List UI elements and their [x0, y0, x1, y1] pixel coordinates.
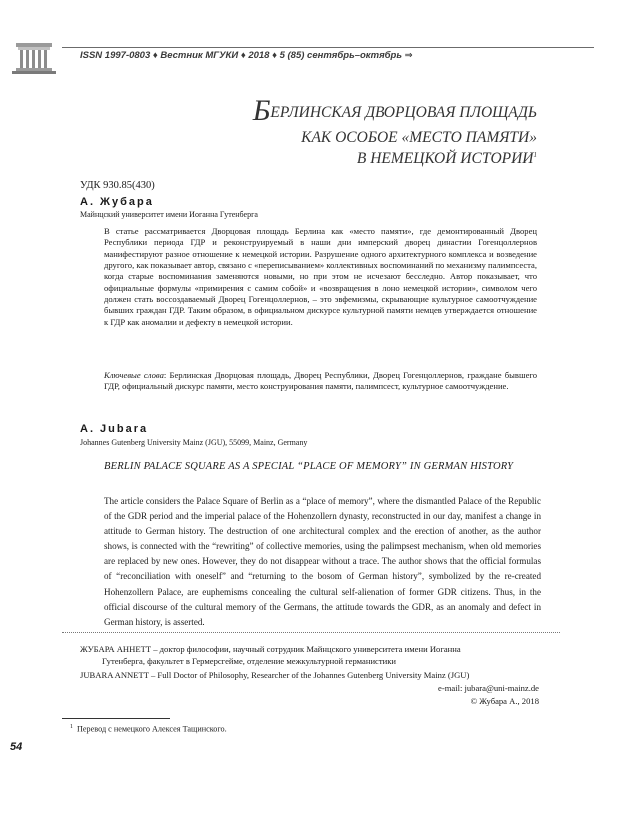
- footnote-mark: 1: [70, 724, 73, 730]
- footnote-text: Перевод с немецкого Алексея Тащинского.: [77, 724, 227, 734]
- udk-code: УДК 930.85(430): [80, 180, 155, 191]
- keywords-label: Ключевые слова: [104, 370, 164, 380]
- author-bio-ru: [80, 644, 550, 667]
- author-email: e-mail: jubara@uni-mainz.de: [438, 683, 539, 693]
- author-name-en: A. Jubara: [80, 423, 149, 435]
- article-title-line-2: КАК ОСОБОЕ «МЕСТО ПАМЯТИ»: [301, 129, 537, 146]
- title-dropcap: Б: [252, 94, 271, 127]
- author-name-ru: А. Жубара: [80, 196, 154, 208]
- article-title-line-3: [357, 150, 537, 168]
- section-divider: [62, 632, 560, 633]
- footnote-rule: [62, 718, 170, 719]
- bio-ru-line-2: Гутенберга, факультет в Гермерсгейме, отделение межкультурной германистики: [102, 655, 396, 666]
- keywords-ru: [104, 370, 537, 393]
- page-number: 54: [10, 741, 23, 753]
- affiliation-ru: Майнцский университет имени Иоганна Гутенберга: [80, 210, 258, 219]
- journal-header: ISSN 1997-0803 ♦ Вестник МГУКИ ♦ 2018 ♦ 5 (85) сентябрь–октябрь ⇒: [80, 50, 413, 61]
- journal-logo-icon: [10, 41, 58, 75]
- footnote: [70, 724, 227, 734]
- header-rule: [62, 47, 594, 48]
- affiliation-en: Johannes Gutenberg University Mainz (JGU), 55099, Mainz, Germany: [80, 438, 308, 447]
- article-title-en: BERLIN PALACE SQUARE AS A SPECIAL “PLACE OF MEMORY” IN GERMAN HISTORY: [104, 461, 514, 472]
- copyright: © Жубара А., 2018: [470, 696, 539, 706]
- keywords-text: : Берлинская Дворцовая площадь, Дворец Республики, Дворец Гогенцоллернов, граждане бывшего ГДР, официальный дискурс памяти, место конструирования памяти, палимпсест, культурное самоотчуждение.: [104, 370, 537, 392]
- author-bio-en: JUBARA ANNETT – Full Doctor of Philosophy, Researcher of the Johannes Gutenberg University Mainz (JGU): [80, 670, 470, 680]
- bio-ru-line-1: ЖУБАРА АННЕТТ – доктор философии, научный сотрудник Майнцского университета имени Иоганна: [80, 644, 461, 654]
- abstract-en: The article considers the Palace Square of Berlin as a “place of memory”, where the dismantled Palace of the Republic of the GDR period and the imperial palace of the Hohenzollern dynasty, reconstructed in our day, manifest a change in attitude to German history. The destruction of one architectural complex and the erection of another, as the author shows, is connected with the “rewriting” of collective memories, using the palimpsest mechanism, when old memories are replaced by new ones. However, they do not disappear without a trace. The author shows that the official formulas of “reconciliation with oneself” and “returning to the bosom of German history”, symbolized by the re-created Hohenzollern Palace, are euphemisms concealing the cultural self-alienation of former GDR citizens. Thus, in the official discourse of the cultural memory of the Germans, the attitude towards the GDR, as an anomaly and defect in German history, is asserted.: [104, 496, 541, 627]
- abstract-ru: В статье рассматривается Дворцовая площадь Берлина как «место памяти», где демонтированный Дворец Республики периода ГДР и реконструируемый в наши дни имперский дворец династии Гогенцоллернов манифестируют разное отношение к немецкой истории. Разрушение одного архитектурного комплекса и возведение другого, как показывает автор, связано с «переписыванием» коллективных воспоминаний по механизму палимпсеста, когда старые воспоминания заменяются новыми, но при этом не исчезают бесследно. Автор показывает, что официальные формулы «примирения с самим собой» и «возвращения в лоно немецкой истории», символом чего должен стать воссоздаваемый Дворец Гогенцоллернов, – это эвфемизмы, скрывающие культурное самоотчуждение бывших граждан ГДР. Таким образом, в официальном дискурсе культурной памяти немцев утверждается отношение к ГДР как аномалии и дефекту в немецкой истории.: [104, 226, 537, 327]
- article-title-line-1: [253, 96, 537, 126]
- title-line-3-text: В НЕМЕЦКОЙ ИСТОРИИ: [356, 150, 534, 167]
- title-footnote-mark: 1: [533, 150, 537, 159]
- title-line-1-text: ЕРЛИНСКАЯ ДВОРЦОВАЯ ПЛОЩАДЬ: [270, 104, 537, 121]
